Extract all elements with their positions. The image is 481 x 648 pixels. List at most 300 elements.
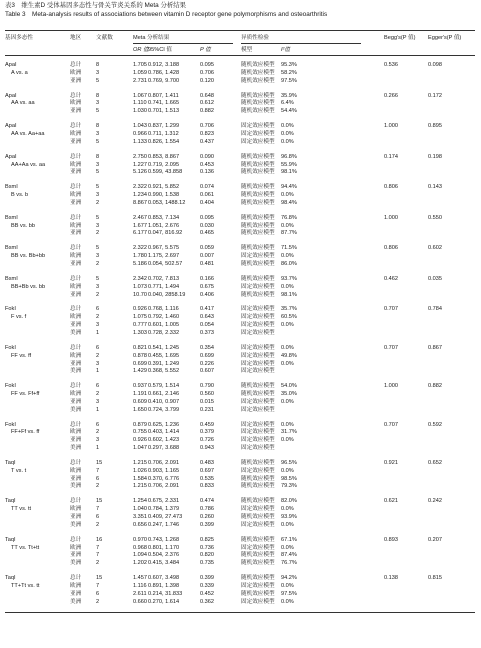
p-value: 0.015 [200, 398, 214, 405]
study-count: 5 [96, 275, 100, 282]
p-value: 0.612 [200, 100, 214, 107]
region: 欧洲 [70, 544, 82, 551]
region: 总计 [70, 153, 82, 160]
or-value: 0.656 [133, 521, 147, 528]
ci-value: 0.719, 2.095 [148, 161, 180, 168]
or-value: 0.926 [133, 306, 147, 313]
i2-value: 79.3% [281, 483, 297, 490]
study-count: 1 [96, 368, 100, 375]
egger-p-value: 0.035 [428, 275, 442, 282]
or-value: 1.116 [133, 582, 147, 589]
ci-value: 0.853, 8.867 [148, 153, 180, 160]
i2-value: 6.4% [281, 100, 294, 107]
p-value: 0.074 [200, 184, 214, 191]
study-count: 3 [96, 283, 100, 290]
comparison: FF vs. ff [11, 352, 32, 359]
ci-value: 0.837, 1.299 [148, 123, 180, 130]
region: 总计 [70, 498, 82, 505]
model-type: 随机效应模型 [241, 169, 275, 176]
region: 亚洲 [70, 138, 82, 145]
i2-value: 0.0% [281, 421, 294, 428]
model-type: 随机效应模型 [241, 192, 275, 199]
study-count: 2 [96, 483, 100, 490]
ci-value: 0.741, 1.665 [148, 100, 180, 107]
begg-p-value: 0.174 [384, 153, 398, 160]
region: 欧洲 [70, 69, 82, 76]
or-value: 0.926 [133, 437, 147, 444]
region: 总计 [70, 383, 82, 390]
or-value: 1.227 [133, 161, 147, 168]
study-count: 7 [96, 467, 100, 474]
ci-value: 0.368, 5.552 [148, 368, 180, 375]
ci-value: 0.391, 1.249 [148, 360, 180, 367]
i2-value: 94.4% [281, 184, 297, 191]
p-value: 0.090 [200, 153, 214, 160]
p-value: 0.535 [200, 475, 214, 482]
or-value: 2.731 [133, 77, 147, 84]
egger-p-value: 0.882 [428, 383, 442, 390]
begg-p-value: 0.536 [384, 62, 398, 68]
p-value: 0.823 [200, 130, 214, 137]
or-value: 10.70 [133, 291, 147, 298]
i2-value: 0.0% [281, 138, 294, 145]
gene-name: ApaI [5, 62, 17, 68]
ci-value: 0.891, 1.398 [148, 582, 180, 589]
ci-value: 0.903, 1.165 [148, 467, 180, 474]
or-value: 0.609 [133, 398, 147, 405]
or-value: 1.254 [133, 498, 147, 505]
or-value: 0.879 [133, 421, 147, 428]
i2-value: 54.0% [281, 383, 297, 390]
p-value: 0.481 [200, 261, 214, 267]
i2-value: 98.4% [281, 199, 297, 206]
ci-value: 0.053, 1488.12 [148, 199, 186, 206]
region: 亚洲 [70, 77, 82, 84]
or-value: 1.073 [133, 283, 147, 290]
study-count: 6 [96, 306, 100, 313]
model-type: 随机效应模型 [241, 391, 275, 398]
or-value: 1.650 [133, 406, 147, 413]
or-value: 1.059 [133, 69, 147, 76]
i2-value: 54.4% [281, 108, 297, 115]
header-count: 文献数 [96, 35, 113, 41]
p-value: 0.483 [200, 460, 214, 466]
region: 亚洲 [70, 261, 82, 267]
study-count: 5 [96, 77, 100, 84]
region: 亚洲 [70, 437, 82, 444]
model-type: 随机效应模型 [241, 552, 275, 559]
region: 欧洲 [70, 100, 82, 107]
model-type: 随机效应模型 [241, 62, 275, 68]
region: 欧洲 [70, 130, 82, 137]
ci-value: 0.826, 1.554 [148, 138, 180, 145]
egger-p-value: 0.550 [428, 214, 442, 221]
p-value: 0.362 [200, 598, 214, 605]
study-count: 2 [96, 598, 100, 605]
i2-value: 0.0% [281, 360, 294, 367]
or-value: 0.968 [133, 544, 147, 551]
header-region: 地区 [70, 35, 82, 41]
model-type: 随机效应模型 [241, 92, 275, 99]
or-value: 1.202 [133, 560, 147, 567]
study-count: 3 [96, 253, 100, 260]
ci-value: 0.706, 2.091 [148, 483, 180, 490]
model-type: 随机效应模型 [241, 153, 275, 160]
study-count: 3 [96, 322, 100, 329]
study-count: 2 [96, 261, 100, 267]
p-value: 0.560 [200, 391, 214, 398]
or-value: 5.186 [133, 261, 147, 267]
region: 欧洲 [70, 582, 82, 589]
gene-name: ApaI [5, 123, 17, 130]
i2-value: 87.7% [281, 230, 297, 237]
study-count: 7 [96, 552, 100, 559]
p-value: 0.399 [200, 575, 214, 582]
p-value: 0.643 [200, 314, 214, 321]
i2-value: 82.0% [281, 498, 297, 505]
header-bottom-rule [5, 55, 475, 56]
model-type: 随机效应模型 [241, 291, 275, 298]
i2-value: 0.0% [281, 322, 294, 329]
ci-value: 1.051, 2.676 [148, 222, 180, 229]
region: 亚洲 [70, 199, 82, 206]
study-count: 15 [96, 460, 103, 466]
region: 亚洲 [70, 360, 82, 367]
study-count: 7 [96, 544, 100, 551]
region: 欧洲 [70, 391, 82, 398]
i2-value: 0.0% [281, 521, 294, 528]
ci-value: 0.607, 3.498 [148, 575, 180, 582]
gene-name: TaqI [5, 460, 16, 466]
p-value: 0.373 [200, 329, 214, 336]
model-type: 固定效应模型 [241, 421, 275, 428]
p-value: 0.030 [200, 222, 214, 229]
i2-value: 0.0% [281, 398, 294, 405]
or-value: 1.780 [133, 253, 147, 260]
or-value: 0.777 [133, 322, 147, 329]
model-type: 固定效应模型 [241, 253, 275, 260]
ci-value: 0.040, 2858.19 [148, 291, 186, 298]
egger-p-value: 0.592 [428, 421, 442, 428]
or-value: 1.075 [133, 314, 147, 321]
study-count: 2 [96, 314, 100, 321]
or-value: 2.342 [133, 275, 147, 282]
study-count: 8 [96, 92, 100, 99]
or-value: 1.026 [133, 467, 147, 474]
ci-value: 0.706, 2.091 [148, 460, 180, 466]
begg-p-value: 0.707 [384, 421, 398, 428]
or-value: 1.191 [133, 391, 147, 398]
region: 美洲 [70, 445, 82, 452]
or-value: 0.660 [133, 598, 147, 605]
study-count: 5 [96, 184, 100, 191]
or-value: 0.699 [133, 360, 147, 367]
model-type: 随机效应模型 [241, 245, 275, 252]
i2-value: 98.1% [281, 291, 297, 298]
p-value: 0.095 [200, 62, 214, 68]
ci-value: 0.912, 3.188 [148, 62, 180, 68]
region: 亚洲 [70, 322, 82, 329]
model-type: 固定效应模型 [241, 344, 275, 351]
p-value: 0.226 [200, 360, 214, 367]
study-count: 7 [96, 506, 100, 513]
p-value: 0.166 [200, 275, 214, 282]
i2-value: 86.0% [281, 261, 297, 267]
or-value: 1.094 [133, 552, 147, 559]
study-count: 2 [96, 230, 100, 237]
i2-value: 0.0% [281, 506, 294, 513]
model-type: 固定效应模型 [241, 306, 275, 313]
gene-name: ApaI [5, 92, 17, 99]
study-count: 3 [96, 398, 100, 405]
comparison: AA vs. Aa+aa [11, 130, 45, 137]
study-count: 8 [96, 153, 100, 160]
region: 美洲 [70, 598, 82, 605]
region: 美洲 [70, 483, 82, 490]
study-count: 3 [96, 100, 100, 107]
study-count: 6 [96, 514, 100, 521]
or-value: 0.755 [133, 429, 147, 436]
p-value: 0.406 [200, 291, 214, 298]
p-value: 0.136 [200, 169, 214, 176]
ci-value: 0.504, 2.376 [148, 552, 180, 559]
model-type: 随机效应模型 [241, 483, 275, 490]
egger-p-value: 0.652 [428, 460, 442, 466]
region: 总计 [70, 306, 82, 313]
region: 亚洲 [70, 552, 82, 559]
ci-value: 0.786, 1.428 [148, 69, 180, 76]
i2-value: 0.0% [281, 344, 294, 351]
study-count: 6 [96, 344, 100, 351]
p-value: 0.736 [200, 544, 214, 551]
p-value: 0.833 [200, 483, 214, 490]
model-type: 固定效应模型 [241, 123, 275, 130]
study-count: 1 [96, 445, 100, 452]
comparison: TT vs. Tt+tt [11, 544, 40, 551]
model-type: 固定效应模型 [241, 138, 275, 145]
region: 亚洲 [70, 475, 82, 482]
region: 亚洲 [70, 514, 82, 521]
ci-value: 0.541, 1.245 [148, 344, 180, 351]
i2-value: 55.9% [281, 161, 297, 168]
model-type: 固定效应模型 [241, 506, 275, 513]
ci-value: 0.711, 1.312 [148, 130, 179, 137]
egger-p-value: 0.895 [428, 123, 442, 130]
or-value: 3.351 [133, 514, 147, 521]
region: 美洲 [70, 521, 82, 528]
model-type: 随机效应模型 [241, 261, 275, 267]
egger-p-value: 0.602 [428, 245, 442, 252]
ci-value: 0.415, 3.484 [148, 560, 180, 567]
ci-value: 0.625, 1.236 [148, 421, 180, 428]
study-count: 3 [96, 437, 100, 444]
region: 总计 [70, 123, 82, 130]
or-value: 6.177 [133, 230, 147, 237]
header-gene: 基因多态性 [5, 35, 33, 41]
model-type: 随机效应模型 [241, 475, 275, 482]
or-value: 1.303 [133, 329, 147, 336]
p-value: 0.061 [200, 192, 214, 199]
study-count: 3 [96, 192, 100, 199]
region: 总计 [70, 344, 82, 351]
comparison: F vs. f [11, 314, 27, 321]
region: 美洲 [70, 560, 82, 567]
or-value: 1.047 [133, 445, 147, 452]
ci-value: 0.743, 1.268 [148, 536, 180, 543]
ci-value: 0.214, 31.833 [148, 590, 183, 597]
ci-value: 0.601, 1.005 [148, 322, 180, 329]
i2-value: 71.5% [281, 245, 297, 252]
study-count: 6 [96, 590, 100, 597]
i2-value: 87.4% [281, 552, 297, 559]
p-value: 0.648 [200, 92, 214, 99]
p-value: 0.354 [200, 344, 214, 351]
model-type: 固定效应模型 [241, 521, 275, 528]
i2-value: 96.5% [281, 460, 297, 466]
model-type: 随机效应模型 [241, 69, 275, 76]
gene-name: FokI [5, 383, 16, 390]
ci-value: 1.175, 2.697 [148, 253, 180, 260]
subheader-or: OR 值 [133, 47, 149, 53]
p-value: 0.706 [200, 69, 214, 76]
region: 总计 [70, 575, 82, 582]
i2-value: 98.5% [281, 475, 297, 482]
i2-value: 58.2% [281, 69, 297, 76]
p-value: 0.726 [200, 437, 214, 444]
p-value: 0.007 [200, 253, 214, 260]
ci-value: 0.801, 1.170 [148, 544, 180, 551]
i2-value: 31.7% [281, 429, 297, 436]
i2-value: 0.0% [281, 598, 294, 605]
begg-p-value: 0.921 [384, 460, 398, 466]
egger-p-value: 0.198 [428, 153, 442, 160]
begg-p-value: 0.621 [384, 498, 398, 505]
begg-p-value: 0.893 [384, 536, 398, 543]
gene-name: TaqI [5, 536, 16, 543]
model-type: 随机效应模型 [241, 184, 275, 191]
region: 亚洲 [70, 291, 82, 298]
p-value: 0.825 [200, 536, 214, 543]
model-type: 随机效应模型 [241, 100, 275, 107]
ci-value: 0.675, 2.331 [148, 498, 180, 505]
study-count: 8 [96, 62, 100, 68]
ci-value: 0.784, 1.379 [148, 506, 180, 513]
p-value: 0.059 [200, 245, 214, 252]
region: 亚洲 [70, 169, 82, 176]
ci-value: 0.599, 43.858 [148, 169, 183, 176]
or-value: 1.030 [133, 108, 147, 115]
ci-value: 0.661, 2.146 [148, 391, 180, 398]
comparison: AA+Aa vs. aa [11, 161, 46, 168]
i2-value: 35.7% [281, 306, 297, 313]
model-type: 固定效应模型 [241, 544, 275, 551]
or-value: 0.970 [133, 536, 147, 543]
model-type: 随机效应模型 [241, 77, 275, 84]
or-value: 2.750 [133, 153, 147, 160]
region: 总计 [70, 214, 82, 221]
i2-value: 0.0% [281, 123, 294, 130]
table-top-rule [5, 30, 475, 31]
region: 欧洲 [70, 161, 82, 168]
p-value: 0.437 [200, 138, 214, 145]
gene-name: BsmI [5, 245, 18, 252]
subheader-p: P 值 [200, 47, 211, 53]
i2-value: 60.5% [281, 314, 297, 321]
study-count: 5 [96, 214, 100, 221]
p-value: 0.706 [200, 123, 214, 130]
study-count: 2 [96, 560, 100, 567]
gene-name: BsmI [5, 214, 18, 221]
p-value: 0.465 [200, 230, 214, 237]
region: 总计 [70, 421, 82, 428]
region: 美洲 [70, 329, 82, 336]
begg-p-value: 0.806 [384, 184, 398, 191]
or-value: 1.110 [133, 100, 147, 107]
or-value: 0.878 [133, 352, 147, 359]
model-type: 固定效应模型 [241, 283, 275, 290]
or-value: 5.126 [133, 169, 147, 176]
model-type: 固定效应模型 [241, 598, 275, 605]
or-value: 1.043 [133, 123, 147, 130]
i2-value: 49.8% [281, 352, 297, 359]
egger-p-value: 0.815 [428, 575, 442, 582]
p-value: 0.735 [200, 560, 214, 567]
model-type: 随机效应模型 [241, 498, 275, 505]
p-value: 0.453 [200, 161, 214, 168]
model-type: 随机效应模型 [241, 108, 275, 115]
comparison: AA vs. aa [11, 100, 35, 107]
region: 欧洲 [70, 253, 82, 260]
or-value: 2.611 [133, 590, 147, 597]
p-value: 0.379 [200, 429, 214, 436]
i2-value: 93.7% [281, 275, 297, 282]
study-count: 3 [96, 69, 100, 76]
ci-value: 0.047, 816.92 [148, 230, 183, 237]
meta-subheader-rule [133, 43, 233, 44]
p-value: 0.452 [200, 590, 214, 597]
gene-name: BsmI [5, 184, 18, 191]
study-count: 5 [96, 169, 100, 176]
i2-value: 94.2% [281, 575, 297, 582]
model-type: 随机效应模型 [241, 460, 275, 466]
table-title-en: Table 3 Meta-analysis results of associations between vitamin D receptor gene polymorphisms and osteoarthritis [5, 11, 328, 18]
study-count: 3 [96, 360, 100, 367]
study-count: 5 [96, 245, 100, 252]
model-type: 固定效应模型 [241, 329, 275, 336]
ci-value: 0.247, 1.746 [148, 521, 180, 528]
region: 亚洲 [70, 398, 82, 405]
ci-value: 0.409, 27.473 [148, 514, 183, 521]
region: 亚洲 [70, 590, 82, 597]
gene-name: TaqI [5, 498, 16, 505]
p-value: 0.120 [200, 77, 214, 84]
comparison: BB+Bb vs. bb [11, 283, 46, 290]
table-title-cn: 表3 维生素D 受体基因多态性与骨关节炎关系的 Meta 分析结果 [5, 2, 187, 9]
region: 欧洲 [70, 222, 82, 229]
or-value: 8.867 [133, 199, 147, 206]
begg-p-value: 1.000 [384, 123, 398, 130]
region: 欧洲 [70, 467, 82, 474]
study-count: 5 [96, 108, 100, 115]
ci-value: 0.054, 502.57 [148, 261, 183, 267]
model-type: 固定效应模型 [241, 398, 275, 405]
study-count: 6 [96, 383, 100, 390]
model-type: 固定效应模型 [241, 429, 275, 436]
ci-value: 0.967, 5.575 [148, 245, 180, 252]
p-value: 0.399 [200, 521, 214, 528]
region: 欧洲 [70, 283, 82, 290]
region: 欧洲 [70, 192, 82, 199]
